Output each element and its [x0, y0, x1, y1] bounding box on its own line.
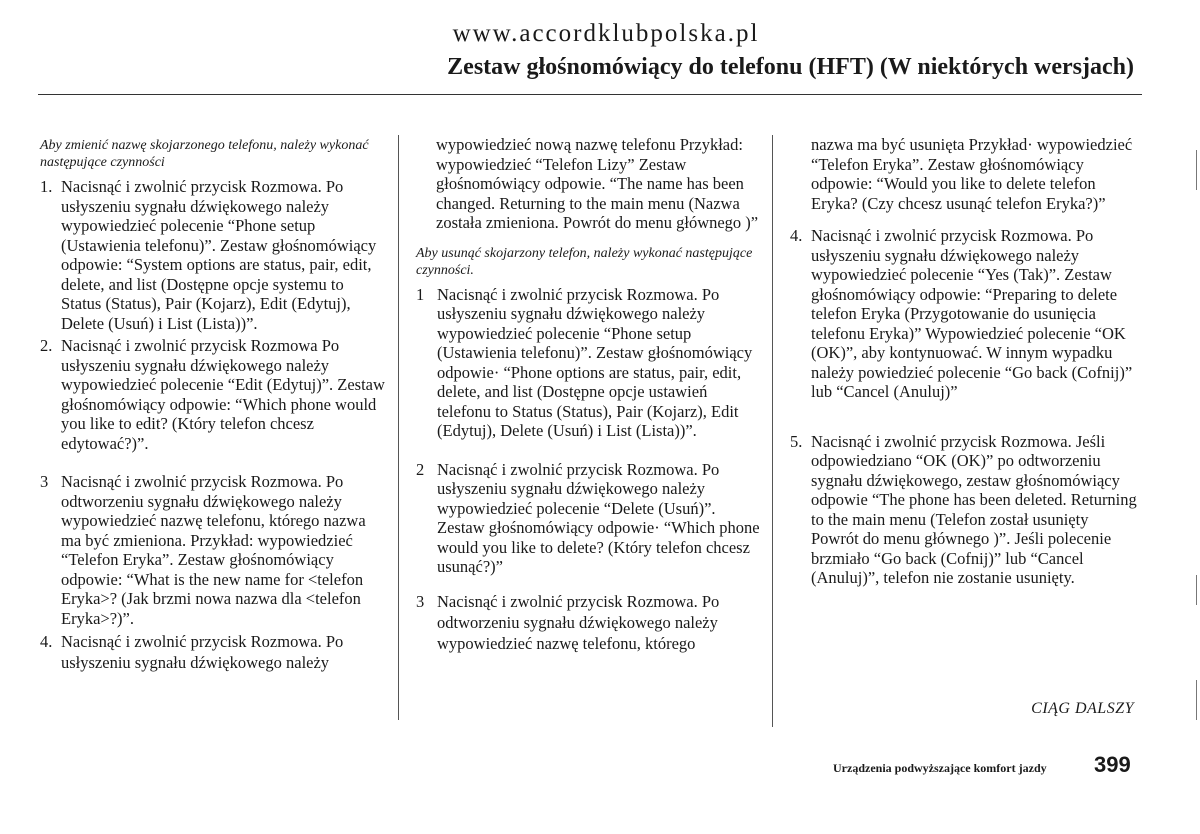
list-item	[40, 177, 388, 333]
site-url: www.accordklubpolska.pl	[452, 20, 760, 47]
item-number: 2	[416, 459, 425, 479]
page-title: Zestaw głośnomówiący do telefonu (HFT) (W niektórych wersjach)	[447, 54, 1134, 80]
column-1	[40, 137, 388, 673]
item-text: Nacisnąć i zwolnić przycisk Rozmowa. Jeśli odpowiedziano “OK (OK)” po odtworzeniu sygnału dźwiękowego, zestaw głośnomówiący odpowie “The phone has been deleted. Returning to the main menu (Telefon został usunięty Powrót do menu głównego )”. Jeśli polecenie brzmiało “Go back (Cofnij)” lub “Cancel (Anuluj)”, telefon nie zostanie usunięty.	[811, 431, 1137, 587]
item-text: Nacisnąć i zwolnić przycisk Rozmowa Po usłyszeniu sygnału dźwiękowego należy wypowiedzieć polecenie “Edit (Edytuj)”. Zestaw głośnomówiący odpowie: “Which phone would you like to edit? (Który telefon chcesz edytować?)”.	[61, 336, 385, 453]
list-item	[416, 591, 761, 654]
list-item	[416, 285, 761, 441]
page-edge-mark	[1196, 680, 1197, 720]
item-number: 4.	[40, 632, 53, 651]
header-rule	[38, 94, 1142, 95]
page-edge-mark	[1196, 150, 1197, 190]
page-edge-mark	[1196, 575, 1197, 605]
column-divider	[398, 135, 399, 720]
continued-label: CIĄG DALSZY	[1031, 700, 1134, 717]
item-text: Nacisnąć i zwolnić przycisk Rozmowa. Po odtworzeniu sygnału dźwiękowego należy wypowiedzieć nazwę telefonu, którego	[437, 591, 720, 653]
item-text: Nacisnąć i zwolnić przycisk Rozmowa. Po usłyszeniu sygnału dźwiękowego należy	[61, 632, 344, 672]
list-item	[40, 336, 388, 453]
continued-text: nazwa ma być usunięta Przykład· wypowiedzieć “Telefon Eryka”. Zestaw głośnomówiący odpowie: “Would you like to delete telefon Eryka? (Czy chcesz usunąć telefon Eryka?)”	[811, 135, 1133, 213]
item-text: Nacisnąć i zwolnić przycisk Rozmowa. Po usłyszeniu sygnału dźwiękowego należy wypowiedzieć polecenie “Phone setup (Ustawienia telefonu)”. Zestaw głośnomówiący odpowie· “Phone options are status, pair, edit, delete, and list (Dostępne opcje ustawień telefonu to Status (Status), Pair (Kojarz), Edit (Edytuj), Delete (Usuń) i List (Lista))”.	[437, 284, 753, 440]
column-3	[790, 135, 1138, 588]
item-text: Nacisnąć i zwolnić przycisk Rozmowa. Po usłyszeniu sygnału dźwiękowego należy wypowiedzieć polecenie “Delete (Usuń)”. Zestaw głośnomówiący odpowie· “Which phone would you like to delete? (Który telefon chcesz usunąć?)”	[437, 459, 760, 576]
item-number: 4.	[790, 226, 803, 245]
item-number: 5.	[790, 431, 803, 451]
list-item	[40, 472, 388, 628]
item-number: 1.	[40, 177, 53, 196]
item-number: 3	[40, 472, 49, 491]
column-divider	[772, 135, 773, 727]
continued-text: wypowiedzieć nową nazwę telefonu Przykład: wypowiedzieć “Telefon Lizy” Zestaw głośnomówiący odpowie. “The name has been changed. Returning to the main menu (Nazwa została zmieniona. Powrót do menu głównego )”	[436, 135, 759, 232]
list-item	[790, 432, 1138, 588]
item-number: 2.	[40, 336, 53, 355]
item-number: 1	[416, 284, 425, 304]
list-item	[40, 631, 388, 673]
page-number: 399	[1094, 752, 1131, 777]
item-text: Nacisnąć i zwolnić przycisk Rozmowa. Po usłyszeniu sygnału dźwiękowego należy wypowiedzieć polecenie “Phone setup (Ustawienia telefonu)”. Zestaw głośnomówiący odpowie: “System options are status, pair, edit, delete, and list (Dostępne opcje systemu to Status (Status), Pair (Kojarz), Edit (Edytuj), Delete (Usuń) i List (Lista))”.	[61, 177, 377, 333]
column-2	[416, 135, 761, 654]
section-lead-rename: Aby zmienić nazwę skojarzonego telefonu, należy wykonać następujące czynności	[40, 138, 369, 170]
item-number: 3	[416, 591, 425, 611]
list-item	[416, 460, 761, 577]
item-text: Nacisnąć i zwolnić przycisk Rozmowa. Po odtworzeniu sygnału dźwiękowego należy wypowiedzieć nazwę telefonu, którego nazwa ma być zmieniona. Przykład: wypowiedzieć “Telefon Eryka”. Zestaw głośnomówiący odpowie: “What is the new name for <telefon Eryka>? (Jak brzmi nowa nazwa dla <telefon Eryka>?)”.	[61, 472, 366, 628]
section-lead-delete: Aby usunąć skojarzony telefon, należy wykonać następujące czynności.	[416, 245, 753, 278]
list-item	[790, 226, 1138, 402]
footer-section-title: Urządzenia podwyższające komfort jazdy	[833, 761, 1047, 775]
item-text: Nacisnąć i zwolnić przycisk Rozmowa. Po usłyszeniu sygnału dźwiękowego należy wypowiedzieć polecenie “Yes (Tak)”. Zestaw głośnomówiący odpowie: “Preparing to delete telefon Eryka (Przygotowanie do usunięcia telefonu Eryka)” Wypowiedzieć polecenie “OK (OK)”, aby kontynuować. W innym wypadku należy powiedzieć polecenie “Go back (Cofnij)” lub “Cancel (Anuluj)”	[811, 226, 1133, 401]
